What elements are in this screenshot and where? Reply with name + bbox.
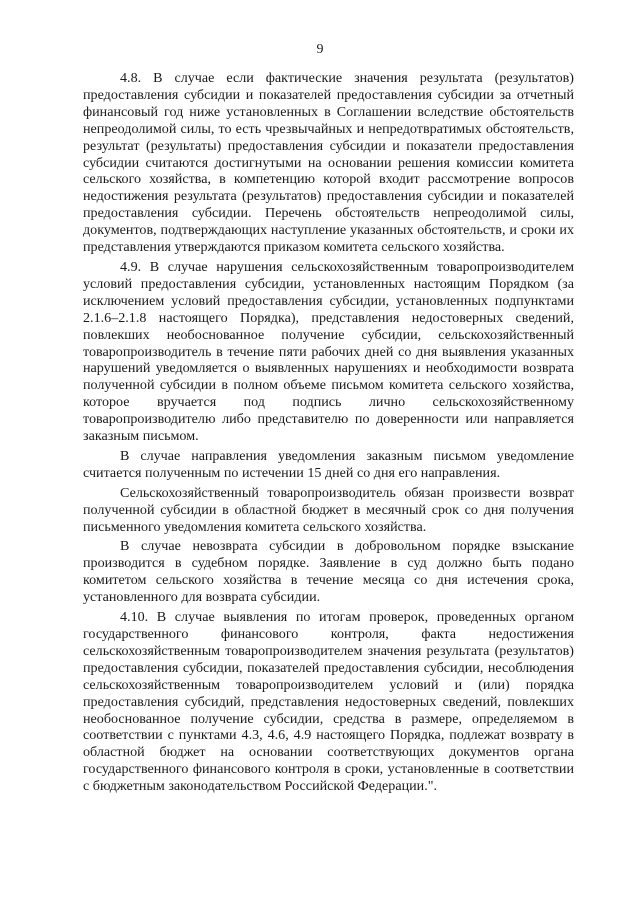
document-body	[83, 70, 574, 795]
paragraph-refund-obligation: Сельскохозяйственный товаропроизводитель обязан произвести возврат полученной субсидии в областной бюджет в месячный срок со дня получения письменного уведомления комитета сельского хозяйства.	[83, 484, 574, 535]
paragraph-court-recovery: В случае невозврата субсидии в добровольном порядке взыскание производится в судебном порядке. Заявление в суд должно быть подано комитетом сельского хозяйства в течение месяца со дня истечения срока, установленного для возврата субсидии.	[83, 538, 574, 606]
paragraph-registered-letter: В случае направления уведомления заказным письмом уведомление считается полученным по истечении 15 дней со дня его направления.	[83, 447, 574, 481]
paragraph-4-9: 4.9. В случае нарушения сельскохозяйственным товаропроизводителем условий предоставления субсидии, установленных настоящим Порядком (за исключением условий предоставления субсидии, установленных подпунктами 2.1.6–2.1.8 настоящего Порядка), представления недостоверных сведений, повлекших необоснованное получение субсидии, сельскохозяйственный товаропроизводитель в течение пяти рабочих дней со дня выявления указанных нарушений уведомляется о выявленных нарушениях и необходимости возврата полученной субсидии в полном объеме письмом комитета сельского хозяйства, которое вручается под подпись лично сельскохозяйственному товаропроизводителю либо представителю по доверенности или направляется заказным письмом.	[83, 258, 574, 445]
paragraph-4-8: 4.8. В случае если фактические значения результата (результатов) предоставления субсидии и показателей предоставления субсидии за отчетный финансовый год ниже установленных в Соглашении вследствие обстоятельств непреодолимой силы, то есть чрезвычайных и непредотвратимых обстоятельств, результат (результаты) предоставления субсидии и показатели предоставления субсидии считаются достигнутыми на основании решения комиссии комитета сельского хозяйства, в компетенцию которой входит рассмотрение вопросов недостижения результата (результатов) предоставления субсидии и показателей предоставления субсидии. Перечень обстоятельств непреодолимой силы, документов, подтверждающих наступление указанных обстоятельств, и сроки их представления утверждаются приказом комитета сельского хозяйства.	[83, 70, 574, 256]
paragraph-4-10: 4.10. В случае выявления по итогам проверок, проведенных органом государственного финансового контроля, факта недостижения сельскохозяйственным товаропроизводителем значения результата (результатов) предоставления субсидии, показателей предоставления субсидии, несоблюдения сельскохозяйственным товаропроизводителем условий и (или) порядка предоставления субсидий, представления недостоверных сведений, повлекших необоснованное получение субсидии, средства в размере, определяемом в соответствии с пунктами 4.3, 4.6, 4.9 настоящего Порядка, подлежат возврату в областной бюджет на основании соответствующих документов органа государственного финансового контроля в сроки, установленные в соответствии с бюджетным законодательством Российской Федерации.".	[83, 609, 574, 795]
page-number: 9	[316, 42, 324, 57]
